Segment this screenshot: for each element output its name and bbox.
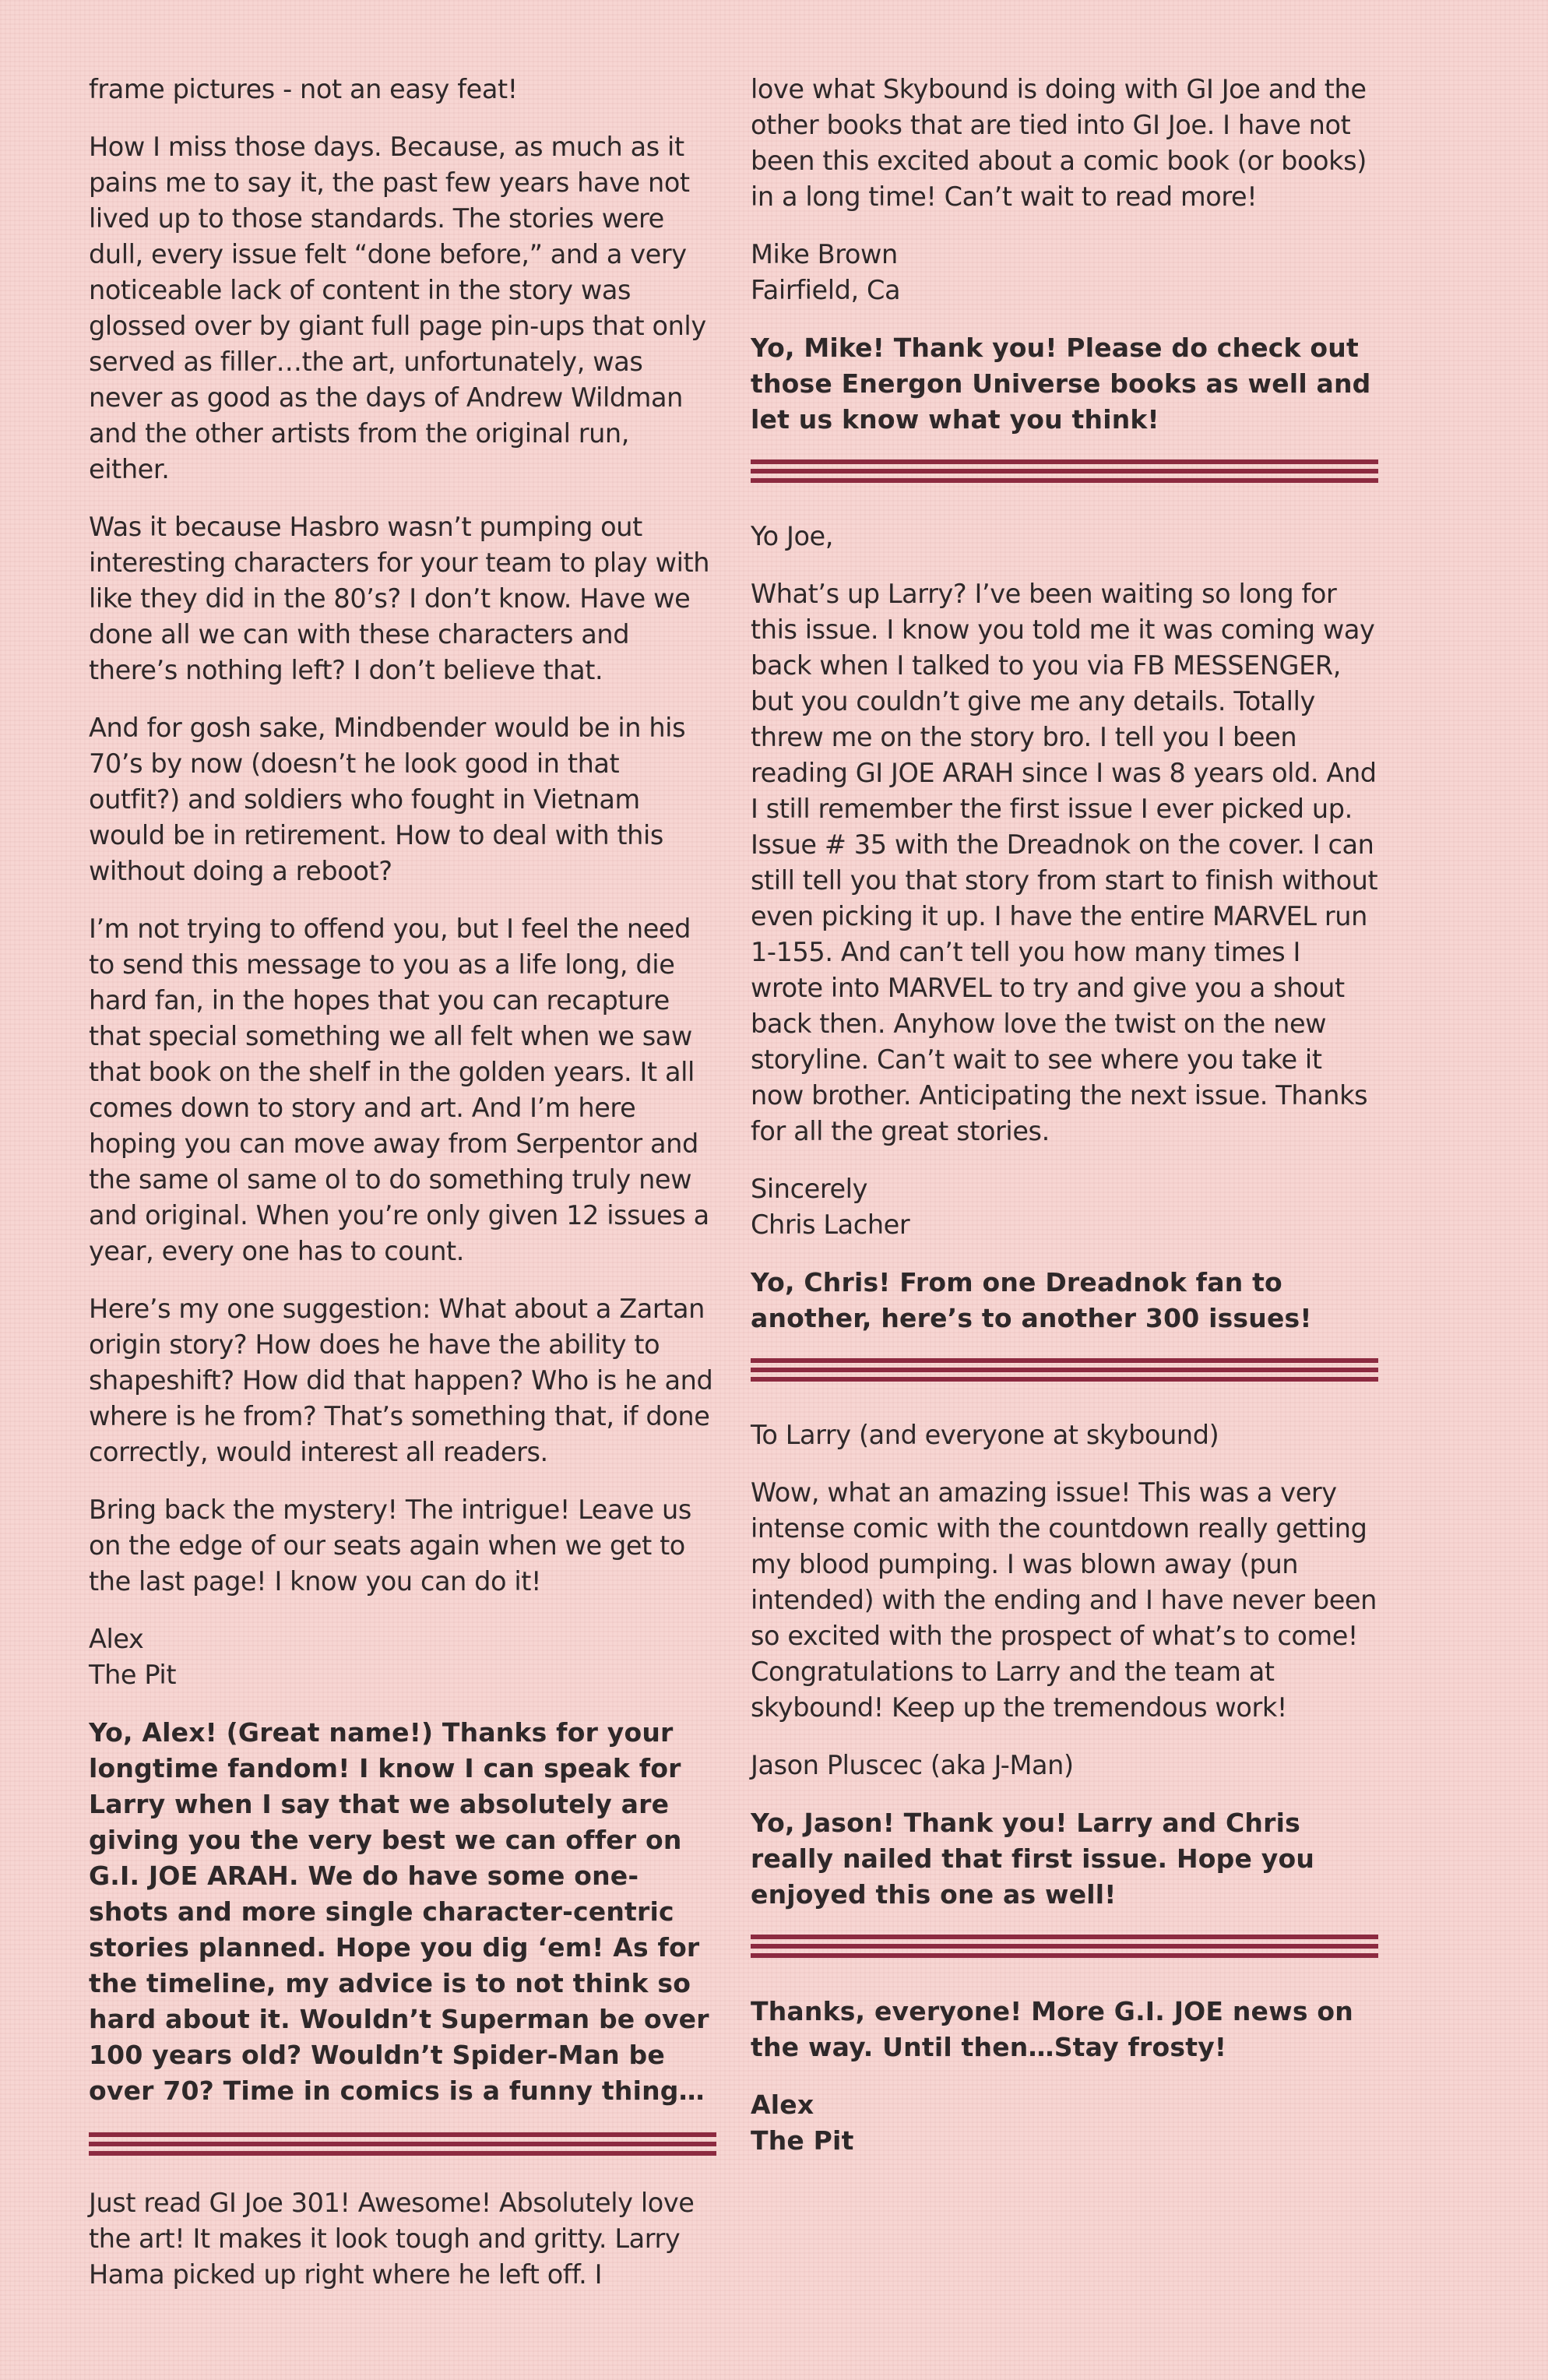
letter-paragraph: Just read GI Joe 301! Awesome! Absolutely love the art! It makes it look tough and gritty. Larry Hama picked up right where he left off. I <box>89 2188 695 2290</box>
closing-message: Thanks, everyone! More G.I. JOE news on the way. Until then…Stay frosty! <box>751 1996 1353 2062</box>
signature-name: Alex <box>751 2090 814 2120</box>
section-divider <box>89 2132 716 2156</box>
letter-paragraph: How I miss those days. Because, as much as it pains me to say it, the past few years have not lived up to those standards. The stories were dull, every issue felt “done before,” and a very noticeable lack of content in the story was glossed over by giant full page pin-ups that only served as filler…the art, unfortunately, was never as good as the days of Andrew Wildman and the other artists from the original run, either. <box>89 132 706 484</box>
letter-paragraph: What’s up Larry? I’ve been waiting so long for this issue. I know you told me it was coming way back when I talked to you via FB MESSENGER, but you couldn’t give me any details. Totally threw me on the story bro. I tell you I been reading GI JOE ARAH since I was 8 years old. And I still remember the first issue I ever picked up. Issue # 35 with the Dreadnok on the cover. I can still tell you that story from start to finish without even picking it up. I have the entire MARVEL run 1-155. And can’t tell you how many times I wrote into MARVEL to try and give you a shout back then. Anyhow love the twist on the new storyline. Can’t wait to see where you take it now brother. Anticipating the next issue. Thanks for all the great stories. <box>751 579 1378 1146</box>
letter-signature <box>751 1171 1378 1243</box>
letter-signature <box>751 237 1378 308</box>
signature-closing: Sincerely <box>751 1174 868 1204</box>
letter-paragraph: I’m not trying to offend you, but I feel the need to send this message to you as a life long, die hard fan, in the hopes that you can recapture that special something we all felt when we saw that book on the shelf in the golden years. It all comes down to story and art. And I’m here hoping you can move away from Serpentor and the same ol same ol to do something truly new and original. When you’re only given 12 issues a year, every one has to count. <box>89 914 709 1266</box>
editor-reply: Yo, Chris! From one Dreadnok fan to another, here’s to another 300 issues! <box>751 1267 1312 1333</box>
letter-signature <box>89 1621 716 1693</box>
signature-place: Fairfield, Ca <box>751 275 901 305</box>
signature-name: Mike Brown <box>751 239 898 269</box>
letter-paragraph: And for gosh sake, Mindbender would be in his 70’s by now (doesn’t he look good in that outfit?) and soldiers who fought in Vietnam would be in retirement. How to deal with this without doing a reboot? <box>89 713 686 886</box>
letter-paragraph: Was it because Hasbro wasn’t pumping out interesting characters for your team to play with like they did in the 80’s? I don’t know. Have we done all we can with these characters and there’s nothing left? I don’t believe that. <box>89 512 710 685</box>
letter-paragraph: Wow, what an amazing issue! This was a very intense comic with the countdown really getting my blood pumping. I was blown away (pun intended) with the ending and I have never been so excited with the prospect of what’s to come! Congratulations to Larry and the team at skybound! Keep up the tremendous work! <box>751 1477 1377 1723</box>
closing-signature <box>751 2087 1378 2159</box>
letter-greeting: Yo Joe, <box>751 521 833 551</box>
letter-greeting: To Larry (and everyone at skybound) <box>751 1420 1219 1450</box>
section-divider <box>751 459 1378 483</box>
letter-paragraph: frame pictures - not an easy feat! <box>89 74 518 104</box>
editor-reply: Yo, Jason! Thank you! Larry and Chris really nailed that first issue. Hope you enjoyed this one as well! <box>751 1808 1315 1910</box>
signature-name: Alex <box>89 1624 144 1654</box>
signature-name: Chris Lacher <box>751 1209 910 1240</box>
signature-place: The Pit <box>751 2125 854 2156</box>
editor-reply: Yo, Mike! Thank you! Please do check out those Energon Universe books as well and let us know what you think! <box>751 333 1371 435</box>
left-column <box>89 72 716 2315</box>
letter-paragraph: Here’s my one suggestion: What about a Zartan origin story? How does he have the ability to shapeshift? How did that happen? Who is he and where is he from? That’s something that, if done correctly, would interest all readers. <box>89 1294 713 1467</box>
right-column <box>751 72 1378 2181</box>
section-divider <box>751 1358 1378 1382</box>
editor-reply: Yo, Alex! (Great name!) Thanks for your longtime fandom! I know I can speak for Larry when I say that we absolutely are giving you the very best we can offer on G.I. JOE ARAH. We do have some one-shots and more single character-centric stories planned. Hope you dig ‘em! As for the timeline, my advice is to not think so hard about it. Wouldn’t Superman be over 100 years old? Wouldn’t Spider-Man be over 70? Time in comics is a funny thing… <box>89 1717 709 2106</box>
section-divider <box>751 1935 1378 1958</box>
letter-paragraph: love what Skybound is doing with GI Joe and the other books that are tied into GI Joe. I have not been this excited about a comic book (or books) in a long time! Can’t wait to read more! <box>751 74 1367 212</box>
letter-signature: Jason Pluscec (aka J-Man) <box>751 1750 1074 1780</box>
signature-place: The Pit <box>89 1660 177 1690</box>
letter-paragraph: Bring back the mystery! The intrigue! Leave us on the edge of our seats again when we get to the last page! I know you can do it! <box>89 1495 691 1597</box>
